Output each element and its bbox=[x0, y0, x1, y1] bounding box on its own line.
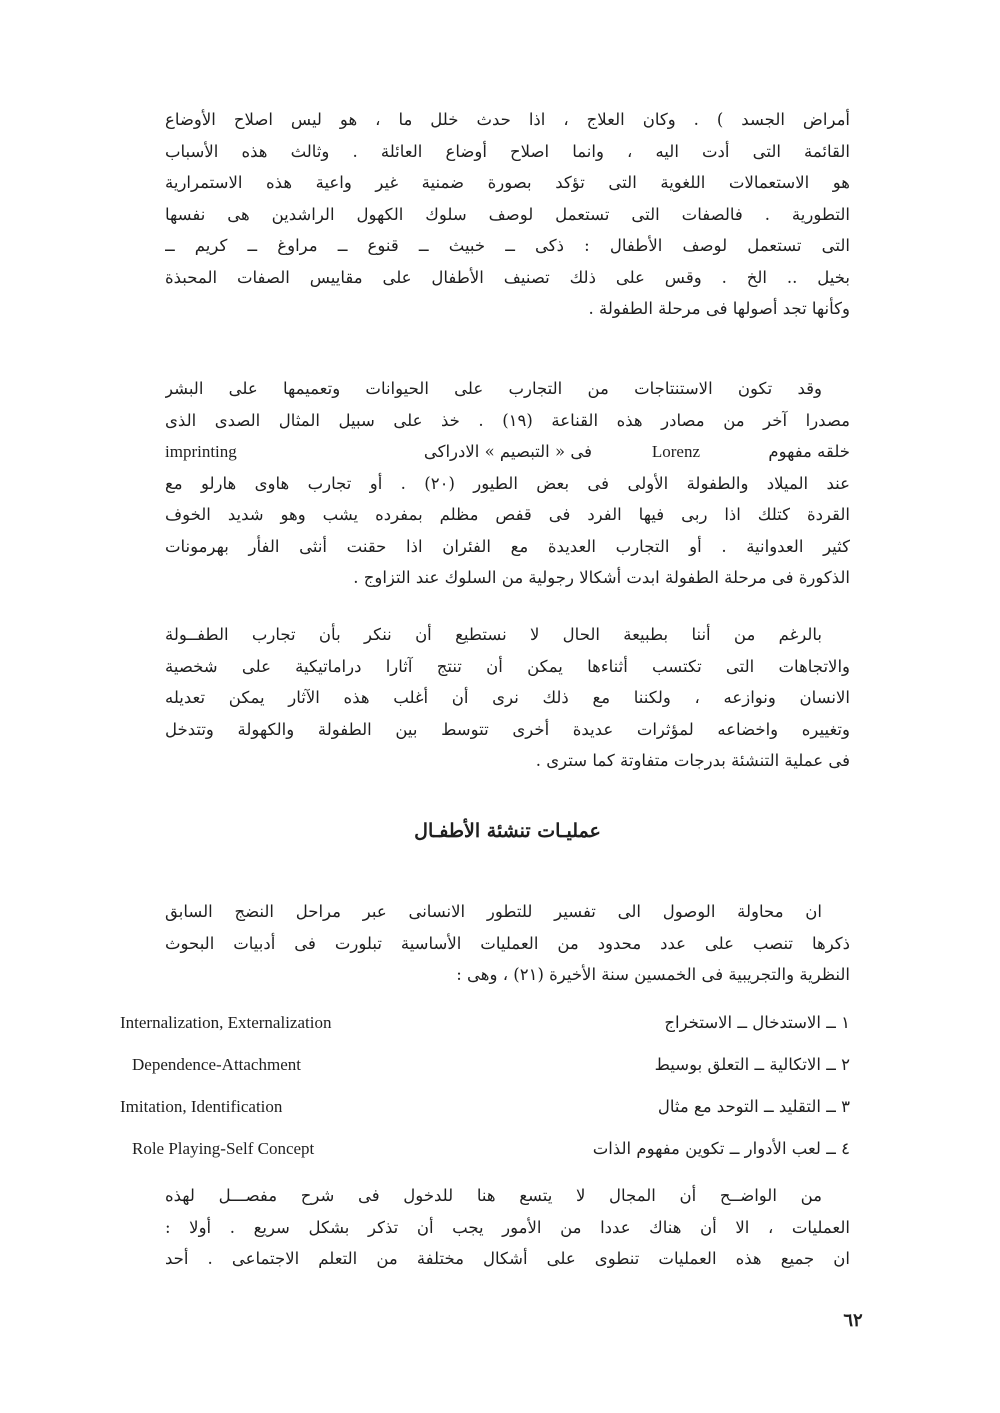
paragraph-line: النظرية والتجريبية فى الخمسين سنة الأخيرة (٢١) ، وهى : bbox=[456, 965, 850, 984]
paragraph-fragment: خلقه مفهوم bbox=[768, 442, 850, 461]
paragraph-line: العمليات ، الا أن هناك عددا من الأمور يجب أن تذكر بشكل سريع . أولا : bbox=[165, 1217, 850, 1237]
process-arabic: ١ ــ الاستدخال ــ الاستخراج bbox=[664, 1013, 850, 1032]
paragraph-4 bbox=[165, 896, 850, 991]
paragraph-line: التطورية . فالصفات التى تستعمل لوصف سلوك الكهول الراشدين هى نفسها bbox=[165, 204, 850, 224]
latin-term-imprinting: imprinting bbox=[165, 442, 237, 461]
paragraph-line: كثير العدوانية . أو التجارب العديدة مع الفئران اذا حقنت أنثى الفأر بهرمونات bbox=[165, 536, 850, 556]
process-item bbox=[120, 1050, 850, 1092]
paragraph-line: وكأنها تجد أصولها فى مرحلة الطفولة . bbox=[588, 299, 850, 318]
paragraph-line: القردة كتلك اذا ربى فيها الفرد فى قفص مظلم بمفرده يشب وهو شديد الخوف bbox=[165, 505, 850, 524]
paragraph-line: وقد تكون الاستنتاجات من التجارب على الحيوانات وتعميمها على البشر bbox=[165, 379, 822, 398]
process-item bbox=[120, 1134, 850, 1176]
paragraph-line: ان محاولة الوصول الى تفسير للتطور الانسانى عبر مراحل النضج السابق bbox=[165, 902, 822, 921]
process-arabic: ٤ ــ لعب الأدوار ــ تكوين مفهوم الذات bbox=[592, 1139, 850, 1158]
paragraph-5 bbox=[165, 1180, 850, 1275]
paragraph-line: مصدرا آخر من مصادر هذه القناعة (١٩) . خذ على سبيل المثال الصدى الذى bbox=[165, 410, 850, 430]
process-english: Imitation, Identification bbox=[120, 1097, 283, 1116]
paragraph-line: الذكورة فى مرحلة الطفولة ابدت أشكالا رجولية من السلوك عند التزاوج . bbox=[353, 568, 850, 587]
process-arabic: ٣ ــ التقليد ــ التوحد مع مثال bbox=[657, 1097, 850, 1116]
paragraph-line: القائمة التى أدت اليه ، وانما اصلاح أوضاع العائلة . وثالث هذه الأسباب bbox=[165, 141, 850, 161]
paragraph-3 bbox=[165, 619, 850, 777]
paragraph-2 bbox=[165, 373, 850, 594]
paragraph-line: فى عملية التنشئة بدرجات متفاوتة كما سترى . bbox=[535, 751, 850, 770]
paragraph-line: والاتجاهات التى تكتسب أثناءها يمكن أن تنتج آثارا دراماتيكية على شخصية bbox=[165, 656, 850, 676]
paragraph-line: التى تستعمل لوصف الأطفال : ذكى ــ خبيث ــ قنوع ــ مراوغ ــ كريم ــ bbox=[165, 236, 850, 255]
process-english: Internalization, Externalization bbox=[120, 1013, 332, 1032]
paragraph-line: الانسان ونوازعه ، ولكننا مع ذلك نرى أن أغلب هذه الآثار يمكن تعديله bbox=[165, 688, 850, 707]
paragraph-line: هو الاستعمالات اللغوية التى تؤكد بصورة ضمنية غير واعية هذه الاستمرارية bbox=[165, 173, 850, 192]
process-arabic: ٢ ــ الاتكالية ــ التعلق بوسيط bbox=[654, 1055, 850, 1074]
process-item bbox=[120, 1008, 850, 1050]
process-english: Dependence-Attachment bbox=[132, 1055, 301, 1074]
paragraph-1 bbox=[165, 104, 850, 325]
process-item bbox=[120, 1092, 850, 1134]
paragraph-line: ان جميع هذه العمليات تنطوى على أشكال مختلفة من التعلم الاجتماعى . أحد bbox=[165, 1249, 850, 1268]
imprinting-line bbox=[165, 436, 850, 468]
section-heading: عمليـات تنشئة الأطفـال bbox=[414, 820, 601, 842]
paragraph-line: بالرغم من أننا بطبيعة الحال لا نستطيع أن ننكر بأن تجارب الطفــولة bbox=[165, 625, 822, 644]
paragraph-fragment: فى « التبصيم » الادراكى bbox=[423, 442, 592, 461]
process-english: Role Playing-Self Concept bbox=[132, 1139, 315, 1158]
paragraph-line: وتغييره واخضاعه لمؤثرات عديدة أخرى تتوسط بين الطفولة والكهولة وتتدخل bbox=[165, 719, 850, 739]
paragraph-line: من الواضــح أن المجال لا يتسع هنا للدخول فى شرح مفصـــل لهذه bbox=[165, 1186, 822, 1205]
paragraph-line: ذكرها تنصب على عدد محدود من العمليات الأساسية تبلورت فى أدبيات البحوث bbox=[165, 933, 850, 953]
page-number: ٦٢ bbox=[843, 1310, 863, 1331]
paragraph-line: أمراض الجسد ) . وكان العلاج ، اذا حدث خلل ما ، هو ليس اصلاح الأوضاع bbox=[165, 110, 850, 129]
process-list bbox=[120, 1008, 850, 1176]
paragraph-line: عند الميلاد والطفولة الأولى فى بعض الطيور (٢٠) . أو تجارب هاوى هارلو مع bbox=[165, 473, 850, 493]
latin-term-lorenz: Lorenz bbox=[651, 442, 700, 461]
paragraph-line: بخيل .. الخ . وقس على ذلك تصنيف الأطفال على مقاييس الصفات المحبذة bbox=[165, 267, 850, 287]
